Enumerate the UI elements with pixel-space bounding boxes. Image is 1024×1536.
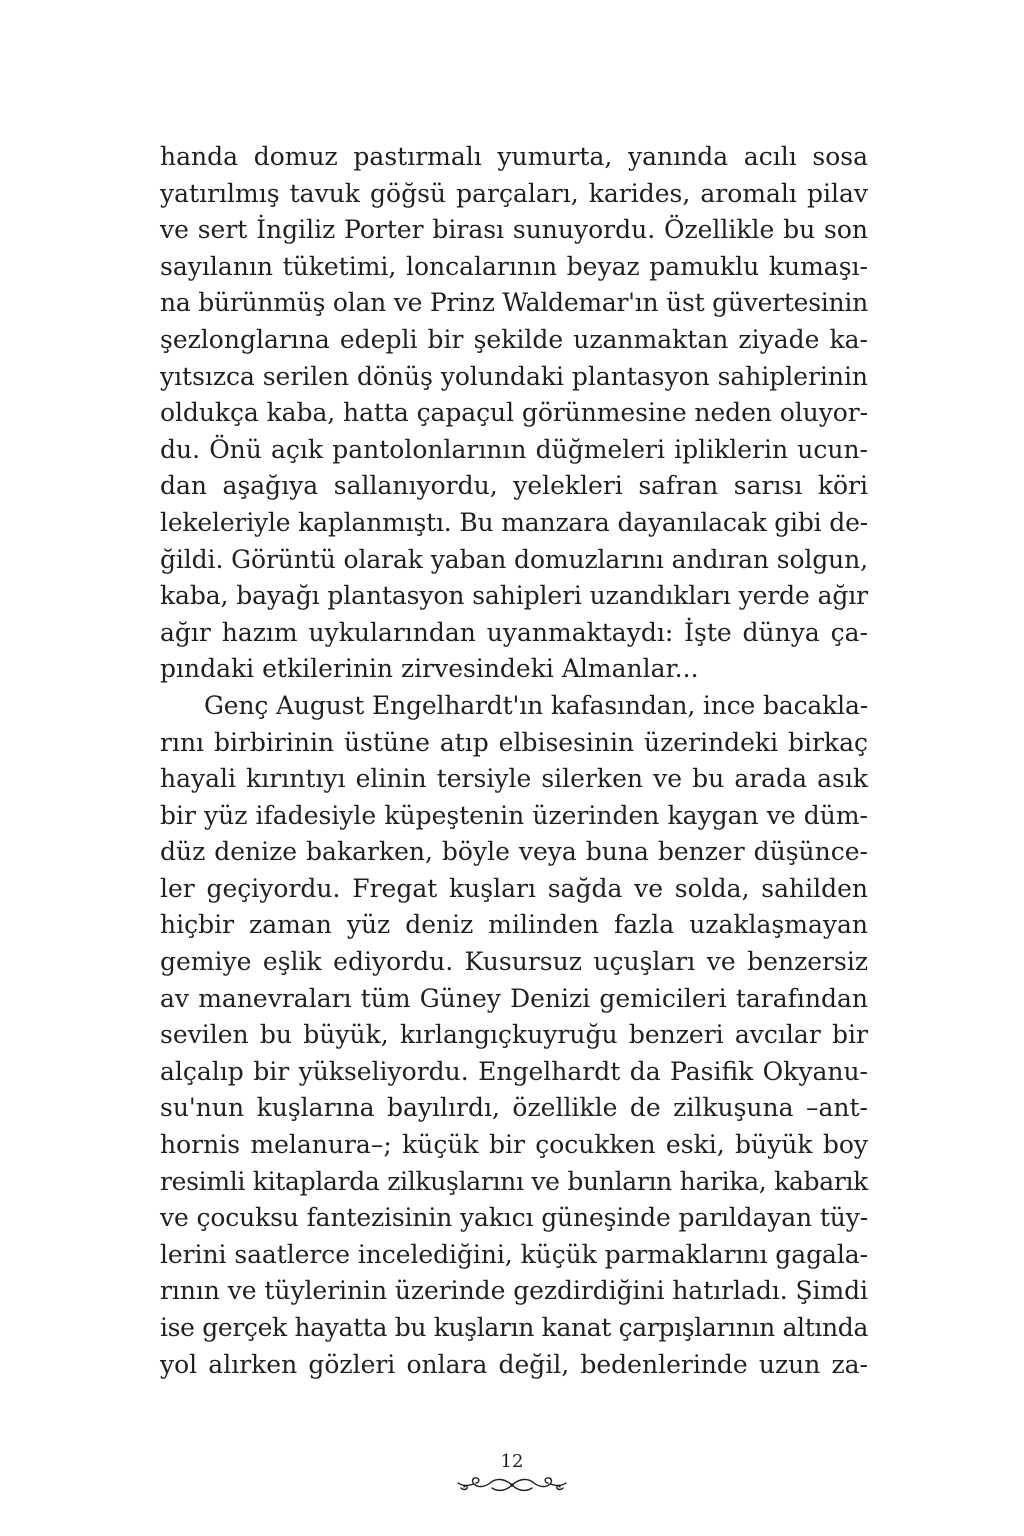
text-line: dan aşağıya sallanıyordu, yelekleri safran sarısı köri bbox=[160, 471, 868, 501]
text-line: kaba, bayağı plantasyon sahipleri uzandıkları yerde ağır bbox=[160, 581, 868, 611]
paragraph bbox=[160, 688, 868, 1383]
text-line: du. Önü açık pantolonlarının düğmeleri ipliklerin ucun- bbox=[160, 434, 868, 464]
page-number: 12 bbox=[500, 1451, 524, 1472]
scroll-flourish-icon bbox=[452, 1474, 572, 1496]
body-text bbox=[160, 139, 868, 1383]
text-line: resimli kitaplarda zilkuşlarını ve bunların harika, kabarık bbox=[160, 1166, 868, 1196]
text-line: Genç August Engelhardt'ın kafasından, ince bacakla- bbox=[204, 690, 868, 720]
text-line: gemiye eşlik ediyordu. Kusursuz uçuşları ve benzersiz bbox=[160, 947, 868, 977]
text-line: sayılanın tüketimi, loncalarının beyaz pamuklu kumaşı- bbox=[160, 251, 868, 281]
text-line: ise gerçek hayatta bu kuşların kanat çarpışlarının altında bbox=[160, 1313, 868, 1342]
text-line: lerini saatlerce incelediğini, küçük parmaklarını gagala- bbox=[160, 1239, 868, 1269]
paragraph bbox=[160, 139, 868, 688]
text-line: düz denize bakarken, böyle veya buna benzer düşünce- bbox=[160, 837, 868, 867]
text-line: rının ve tüylerinin üzerinde gezdirdiğini hatırladı. Şimdi bbox=[160, 1276, 868, 1306]
text-line: yol alırken gözleri onlara değil, bedenlerinde uzun za- bbox=[160, 1349, 868, 1379]
text-line: hayali kırıntıyı elinin tersiyle silerken ve bu arada asık bbox=[160, 764, 868, 794]
text-line: na bürünmüş olan ve Prinz Waldemar'ın üst güvertesinin bbox=[160, 288, 868, 318]
text-line: av manevraları tüm Güney Denizi gemicileri tarafından bbox=[160, 983, 868, 1013]
text-line: ğildi. Görüntü olarak yaban domuzlarını andıran solgun, bbox=[160, 544, 868, 574]
text-line: ve sert İngiliz Porter birası sunuyordu. Özellikle bu son bbox=[160, 215, 868, 245]
text-line: sevilen bu büyük, kırlangıçkuyruğu benzeri avcılar bir bbox=[160, 1020, 868, 1050]
text-line: ler geçiyordu. Fregat kuşları sağda ve solda, sahilden bbox=[160, 873, 868, 903]
text-line: pındaki etkilerinin zirvesindeki Almanlar... bbox=[160, 654, 699, 684]
text-line: handa domuz pastırmalı yumurta, yanında acılı sosa bbox=[160, 142, 868, 171]
text-line: yıtsızca serilen dönüş yolundaki plantasyon sahiplerinin bbox=[160, 361, 868, 391]
text-line: alçalıp bir yükseliyordu. Engelhardt da Pasifik Okyanu- bbox=[160, 1056, 868, 1086]
text-line: ve çocuksu fantezisinin yakıcı güneşinde parıldayan tüy- bbox=[160, 1203, 868, 1233]
text-line: şezlonglarına edepli bir şekilde uzanmaktan ziyade ka- bbox=[160, 324, 868, 354]
text-line: hiçbir zaman yüz deniz milinden fazla uzaklaşmayan bbox=[160, 910, 868, 940]
text-line: ağır hazım uykularından uyanmaktaydı: İşte dünya ça- bbox=[160, 617, 868, 647]
text-line: bir yüz ifadesiyle küpeştenin üzerinden kaygan ve düm- bbox=[160, 800, 868, 830]
text-line: hornis melanura–; küçük bir çocukken eski, büyük boy bbox=[160, 1130, 868, 1160]
text-line: lekeleriyle kaplanmıştı. Bu manzara dayanılacak gibi de- bbox=[160, 507, 868, 537]
text-line: rını birbirinin üstüne atıp elbisesinin üzerindeki birkaç bbox=[160, 727, 868, 757]
text-line: su'nun kuşlarına bayılırdı, özellikle de zilkuşuna –ant- bbox=[160, 1093, 868, 1123]
text-line: oldukça kaba, hatta çapaçul görünmesine neden oluyor- bbox=[160, 398, 868, 428]
text-line: yatırılmış tavuk göğsü parçaları, karides, aromalı pilav bbox=[160, 178, 868, 208]
